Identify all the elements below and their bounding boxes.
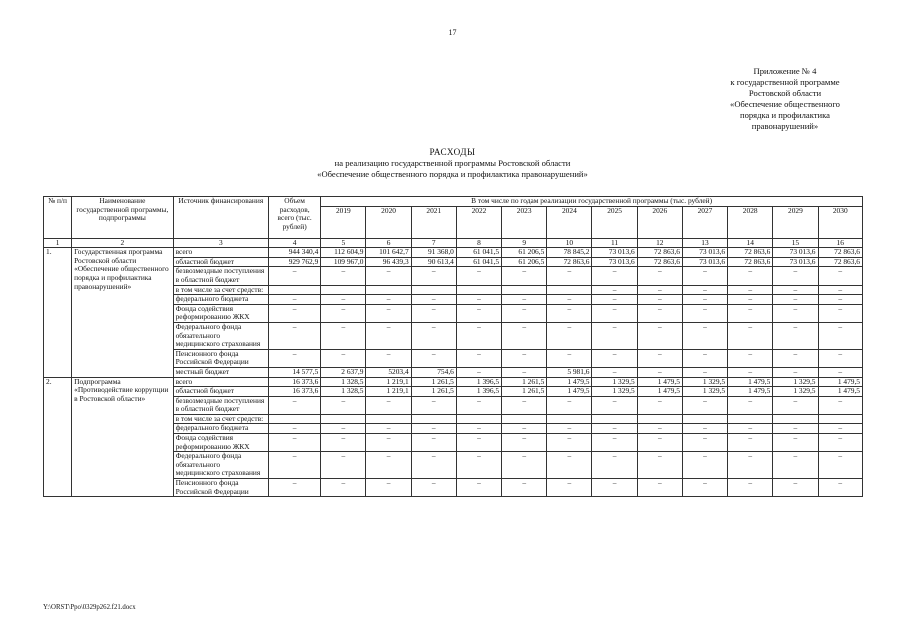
total-value xyxy=(269,285,321,295)
funding-source: Пенсионного фонда Российской Федерации xyxy=(173,479,268,497)
total-value: – xyxy=(269,424,321,434)
column-number: 5 xyxy=(321,238,366,248)
total-value: 14 577,5 xyxy=(269,367,321,377)
table-row xyxy=(44,377,863,387)
year-value xyxy=(456,285,501,295)
header-year: 2027 xyxy=(682,206,727,238)
year-value: – xyxy=(502,322,547,349)
year-value: – xyxy=(818,434,863,452)
year-value: – xyxy=(366,349,411,367)
year-value: – xyxy=(321,479,366,497)
year-value: 72 863,6 xyxy=(637,257,682,267)
year-value: – xyxy=(502,304,547,322)
year-value: – xyxy=(682,452,727,479)
year-value: – xyxy=(637,285,682,295)
year-value: – xyxy=(773,285,818,295)
year-value: – xyxy=(818,295,863,305)
funding-source: федерального бюджета xyxy=(173,295,268,305)
year-value: – xyxy=(682,304,727,322)
year-value: – xyxy=(411,349,456,367)
column-number: 14 xyxy=(728,238,773,248)
year-value: 72 863,6 xyxy=(728,257,773,267)
year-value xyxy=(321,285,366,295)
funding-source: Фонда содействия реформированию ЖКХ xyxy=(173,304,268,322)
year-value: – xyxy=(411,267,456,285)
year-value xyxy=(637,414,682,424)
year-value: – xyxy=(728,367,773,377)
year-value: 1 261,5 xyxy=(502,377,547,387)
year-value: 1 329,5 xyxy=(682,387,727,397)
year-value xyxy=(411,414,456,424)
year-value: 1 479,5 xyxy=(728,377,773,387)
year-value xyxy=(502,285,547,295)
year-value: 5 981,6 xyxy=(547,367,592,377)
year-value: – xyxy=(321,396,366,414)
year-value: – xyxy=(592,349,637,367)
header-year: 2022 xyxy=(456,206,501,238)
year-value: – xyxy=(773,267,818,285)
year-value: – xyxy=(321,267,366,285)
year-value: 73 013,6 xyxy=(592,257,637,267)
year-value: – xyxy=(592,322,637,349)
total-value: – xyxy=(269,267,321,285)
year-value: – xyxy=(502,349,547,367)
column-number: 9 xyxy=(502,238,547,248)
year-value: – xyxy=(818,479,863,497)
year-value: – xyxy=(321,295,366,305)
year-value: – xyxy=(502,452,547,479)
year-value: – xyxy=(592,304,637,322)
year-value: 73 013,6 xyxy=(592,248,637,258)
year-value: – xyxy=(773,367,818,377)
year-value: – xyxy=(682,479,727,497)
year-value: 61 041,5 xyxy=(456,248,501,258)
year-value: 72 863,6 xyxy=(637,248,682,258)
column-number: 12 xyxy=(637,238,682,248)
total-value xyxy=(269,414,321,424)
year-value: – xyxy=(547,295,592,305)
column-number: 7 xyxy=(411,238,456,248)
year-value xyxy=(321,414,366,424)
year-value: – xyxy=(818,396,863,414)
year-value: – xyxy=(592,267,637,285)
funding-source: местный бюджет xyxy=(173,367,268,377)
section-name: Государственная программа Ростовской области «Обеспечение общественного порядка и профилактика правонарушений» xyxy=(72,248,173,377)
year-value: – xyxy=(773,295,818,305)
funding-source: безвозмездные поступления в областной бюджет xyxy=(173,396,268,414)
year-value: – xyxy=(682,367,727,377)
year-value: – xyxy=(366,479,411,497)
year-value: – xyxy=(773,479,818,497)
year-value: – xyxy=(411,396,456,414)
year-value: 1 261,5 xyxy=(411,377,456,387)
year-value: – xyxy=(592,434,637,452)
year-value: – xyxy=(728,322,773,349)
year-value xyxy=(366,285,411,295)
year-value: – xyxy=(637,295,682,305)
column-number: 15 xyxy=(773,238,818,248)
year-value: – xyxy=(637,304,682,322)
year-value: 1 479,5 xyxy=(728,387,773,397)
year-value: 72 863,6 xyxy=(728,248,773,258)
year-value: – xyxy=(456,367,501,377)
header-year: 2023 xyxy=(502,206,547,238)
year-value: 78 845,2 xyxy=(547,248,592,258)
funding-source: всего xyxy=(173,248,268,258)
year-value: – xyxy=(637,479,682,497)
funding-source: федерального бюджета xyxy=(173,424,268,434)
year-value: – xyxy=(321,424,366,434)
total-value: – xyxy=(269,322,321,349)
year-value: 1 479,5 xyxy=(547,387,592,397)
year-value: – xyxy=(321,349,366,367)
total-value: 16 373,6 xyxy=(269,387,321,397)
year-value: – xyxy=(637,367,682,377)
annex-line: Ростовской области xyxy=(748,88,822,98)
year-value: 1 328,5 xyxy=(321,387,366,397)
year-value: – xyxy=(637,434,682,452)
year-value xyxy=(728,414,773,424)
title-line: «Обеспечение общественного порядка и профилактика правонарушений» xyxy=(317,169,588,179)
year-value: – xyxy=(502,479,547,497)
year-value: – xyxy=(321,434,366,452)
year-value: – xyxy=(456,349,501,367)
year-value: – xyxy=(547,304,592,322)
year-value: – xyxy=(592,367,637,377)
year-value: – xyxy=(502,396,547,414)
section-name: Подпрограмма «Противодействие коррупции в Ростовской области» xyxy=(72,377,173,497)
year-value: – xyxy=(502,267,547,285)
document-title xyxy=(0,147,905,180)
table-row xyxy=(44,248,863,258)
year-value: – xyxy=(728,267,773,285)
year-value: 2 637,9 xyxy=(321,367,366,377)
year-value xyxy=(411,285,456,295)
header-year: 2024 xyxy=(547,206,592,238)
year-value: – xyxy=(502,434,547,452)
year-value: 5203,4 xyxy=(366,367,411,377)
table-body xyxy=(44,248,863,497)
column-number: 4 xyxy=(269,238,321,248)
year-value: 96 439,3 xyxy=(366,257,411,267)
year-value: – xyxy=(818,349,863,367)
year-value: – xyxy=(547,396,592,414)
header-num: № п/п xyxy=(44,197,72,239)
annex-block xyxy=(690,66,880,132)
total-value: – xyxy=(269,452,321,479)
year-value: – xyxy=(411,434,456,452)
total-value: – xyxy=(269,349,321,367)
column-number: 13 xyxy=(682,238,727,248)
year-value: 61 206,5 xyxy=(502,257,547,267)
year-value: 91 368,0 xyxy=(411,248,456,258)
year-value: – xyxy=(366,424,411,434)
column-number: 6 xyxy=(366,238,411,248)
section-number: 1. xyxy=(44,248,72,377)
header-year: 2025 xyxy=(592,206,637,238)
year-value: – xyxy=(411,452,456,479)
year-value: 1 329,5 xyxy=(773,377,818,387)
year-value: – xyxy=(547,424,592,434)
year-value: – xyxy=(592,424,637,434)
funding-source: областной бюджет xyxy=(173,387,268,397)
year-value: – xyxy=(411,322,456,349)
year-value: 1 261,5 xyxy=(411,387,456,397)
year-value: – xyxy=(366,267,411,285)
year-value: 73 013,6 xyxy=(773,248,818,258)
year-value: – xyxy=(773,322,818,349)
title-line: на реализацию государственной программы Ростовской области xyxy=(334,158,571,168)
year-value: – xyxy=(818,452,863,479)
year-value: – xyxy=(728,304,773,322)
year-value: – xyxy=(728,349,773,367)
year-value: – xyxy=(366,322,411,349)
total-value: – xyxy=(269,304,321,322)
year-value: – xyxy=(637,396,682,414)
year-value: – xyxy=(366,434,411,452)
year-value: – xyxy=(818,285,863,295)
header-name: Наименование государственной программы, подпрограммы xyxy=(72,197,173,239)
column-number: 3 xyxy=(173,238,268,248)
annex-line: «Обеспечение общественного xyxy=(730,99,840,109)
year-value: – xyxy=(773,304,818,322)
year-value: 1 329,5 xyxy=(592,387,637,397)
year-value: – xyxy=(637,349,682,367)
year-value: – xyxy=(818,367,863,377)
year-value: – xyxy=(547,322,592,349)
page-number: 17 xyxy=(448,28,457,37)
year-value: – xyxy=(637,452,682,479)
annex-line: порядка и профилактика xyxy=(739,110,830,120)
year-value: – xyxy=(682,285,727,295)
year-value: 1 479,5 xyxy=(637,387,682,397)
year-value: – xyxy=(366,452,411,479)
section-number: 2. xyxy=(44,377,72,497)
annex-line: к государственной программе xyxy=(730,77,840,87)
annex-line: Приложение № 4 xyxy=(753,66,817,76)
header-year: 2021 xyxy=(411,206,456,238)
header-year: 2029 xyxy=(773,206,818,238)
year-value: – xyxy=(411,295,456,305)
year-value: 61 206,5 xyxy=(502,248,547,258)
year-value: – xyxy=(502,295,547,305)
year-value: 72 863,6 xyxy=(818,257,863,267)
column-number: 10 xyxy=(547,238,592,248)
year-value: 1 329,5 xyxy=(773,387,818,397)
expenses-table xyxy=(43,196,863,497)
year-value: 1 329,5 xyxy=(682,377,727,387)
year-value: 1 219,1 xyxy=(366,377,411,387)
year-value: – xyxy=(818,304,863,322)
year-value: 90 613,4 xyxy=(411,257,456,267)
year-value: – xyxy=(818,322,863,349)
year-value xyxy=(547,285,592,295)
year-value xyxy=(682,414,727,424)
year-value: – xyxy=(592,479,637,497)
header-years-group: В том числе по годам реализации государственной программы (тыс. рублей) xyxy=(321,197,863,207)
year-value: – xyxy=(728,434,773,452)
year-value: – xyxy=(773,424,818,434)
year-value: – xyxy=(773,452,818,479)
year-value: – xyxy=(502,367,547,377)
total-value: 944 340,4 xyxy=(269,248,321,258)
year-value: – xyxy=(637,424,682,434)
year-value: 109 967,0 xyxy=(321,257,366,267)
header-year: 2019 xyxy=(321,206,366,238)
year-value: – xyxy=(547,349,592,367)
year-value: – xyxy=(366,304,411,322)
total-value: 929 762,9 xyxy=(269,257,321,267)
header-total: Объем расходов, всего (тыс. рублей) xyxy=(269,197,321,239)
year-value: 1 479,5 xyxy=(637,377,682,387)
year-value: – xyxy=(456,322,501,349)
year-value xyxy=(366,414,411,424)
year-value: 1 329,5 xyxy=(592,377,637,387)
year-value: – xyxy=(456,424,501,434)
year-value xyxy=(456,414,501,424)
year-value: – xyxy=(502,424,547,434)
column-number: 11 xyxy=(592,238,637,248)
year-value: – xyxy=(773,396,818,414)
year-value: – xyxy=(411,424,456,434)
header-year: 2020 xyxy=(366,206,411,238)
year-value: 754,6 xyxy=(411,367,456,377)
file-path-footer: Y:\ORST\Ppo\0329p262.f21.docx xyxy=(43,604,136,611)
funding-source: всего xyxy=(173,377,268,387)
header-source: Источник финансирования xyxy=(173,197,268,239)
year-value: – xyxy=(456,304,501,322)
funding-source: Фонда содействия реформированию ЖКХ xyxy=(173,434,268,452)
year-value xyxy=(773,414,818,424)
year-value: – xyxy=(547,267,592,285)
year-value: – xyxy=(547,452,592,479)
year-value xyxy=(592,414,637,424)
funding-source: безвозмездные поступления в областной бюджет xyxy=(173,267,268,285)
year-value: – xyxy=(637,267,682,285)
year-value: – xyxy=(456,434,501,452)
year-value: 1 479,5 xyxy=(547,377,592,387)
year-value: 1 479,5 xyxy=(818,387,863,397)
total-value: – xyxy=(269,479,321,497)
year-value: – xyxy=(321,304,366,322)
column-number: 2 xyxy=(72,238,173,248)
title-heading: РАСХОДЫ xyxy=(429,147,476,157)
header-year: 2026 xyxy=(637,206,682,238)
year-value: – xyxy=(773,349,818,367)
year-value: – xyxy=(682,396,727,414)
total-value: – xyxy=(269,295,321,305)
column-number: 1 xyxy=(44,238,72,248)
year-value: – xyxy=(728,452,773,479)
year-value: – xyxy=(637,322,682,349)
year-value: – xyxy=(456,267,501,285)
total-value: 16 373,6 xyxy=(269,377,321,387)
year-value: – xyxy=(366,295,411,305)
year-value: 101 642,7 xyxy=(366,248,411,258)
funding-source: в том числе за счет средств: xyxy=(173,285,268,295)
year-value: – xyxy=(682,295,727,305)
year-value: – xyxy=(411,304,456,322)
year-value: – xyxy=(321,322,366,349)
year-value: – xyxy=(682,267,727,285)
year-value: – xyxy=(456,479,501,497)
year-value: – xyxy=(592,452,637,479)
year-value: – xyxy=(321,452,366,479)
year-value: – xyxy=(592,396,637,414)
year-value: – xyxy=(682,349,727,367)
year-value xyxy=(818,414,863,424)
year-value: 73 013,6 xyxy=(773,257,818,267)
year-value: 1 479,5 xyxy=(818,377,863,387)
header-year: 2030 xyxy=(818,206,863,238)
year-value: – xyxy=(547,479,592,497)
column-number: 8 xyxy=(456,238,501,248)
year-value: – xyxy=(456,396,501,414)
year-value: – xyxy=(728,479,773,497)
year-value: 1 328,5 xyxy=(321,377,366,387)
year-value: – xyxy=(818,424,863,434)
year-value: – xyxy=(456,452,501,479)
year-value: – xyxy=(682,322,727,349)
funding-source: Пенсионного фонда Российской Федерации xyxy=(173,349,268,367)
year-value: 1 219,1 xyxy=(366,387,411,397)
year-value: 72 863,6 xyxy=(818,248,863,258)
year-value: 72 863,6 xyxy=(547,257,592,267)
year-value: – xyxy=(773,434,818,452)
year-value: 1 396,5 xyxy=(456,387,501,397)
year-value: – xyxy=(818,267,863,285)
year-value: – xyxy=(682,434,727,452)
year-value xyxy=(547,414,592,424)
year-value: – xyxy=(592,295,637,305)
year-value: – xyxy=(547,434,592,452)
annex-line: правонарушений» xyxy=(751,121,819,131)
year-value: 61 041,5 xyxy=(456,257,501,267)
total-value: – xyxy=(269,434,321,452)
year-value: – xyxy=(592,285,637,295)
year-value: – xyxy=(728,396,773,414)
total-value: – xyxy=(269,396,321,414)
year-value xyxy=(502,414,547,424)
year-value: – xyxy=(728,424,773,434)
year-value: 73 013,6 xyxy=(682,257,727,267)
year-value: – xyxy=(682,424,727,434)
year-value: 1 261,5 xyxy=(502,387,547,397)
year-value: 112 604,9 xyxy=(321,248,366,258)
year-value: 1 396,5 xyxy=(456,377,501,387)
funding-source: Федерального фонда обязательного медицинского страхования xyxy=(173,322,268,349)
year-value: – xyxy=(456,295,501,305)
header-year: 2028 xyxy=(728,206,773,238)
year-value: – xyxy=(728,285,773,295)
funding-source: в том числе за счет средств: xyxy=(173,414,268,424)
column-number: 16 xyxy=(818,238,863,248)
year-value: – xyxy=(728,295,773,305)
funding-source: Федерального фонда обязательного медицинского страхования xyxy=(173,452,268,479)
year-value: 73 013,6 xyxy=(682,248,727,258)
funding-source: областной бюджет xyxy=(173,257,268,267)
year-value: – xyxy=(411,479,456,497)
year-value: – xyxy=(366,396,411,414)
